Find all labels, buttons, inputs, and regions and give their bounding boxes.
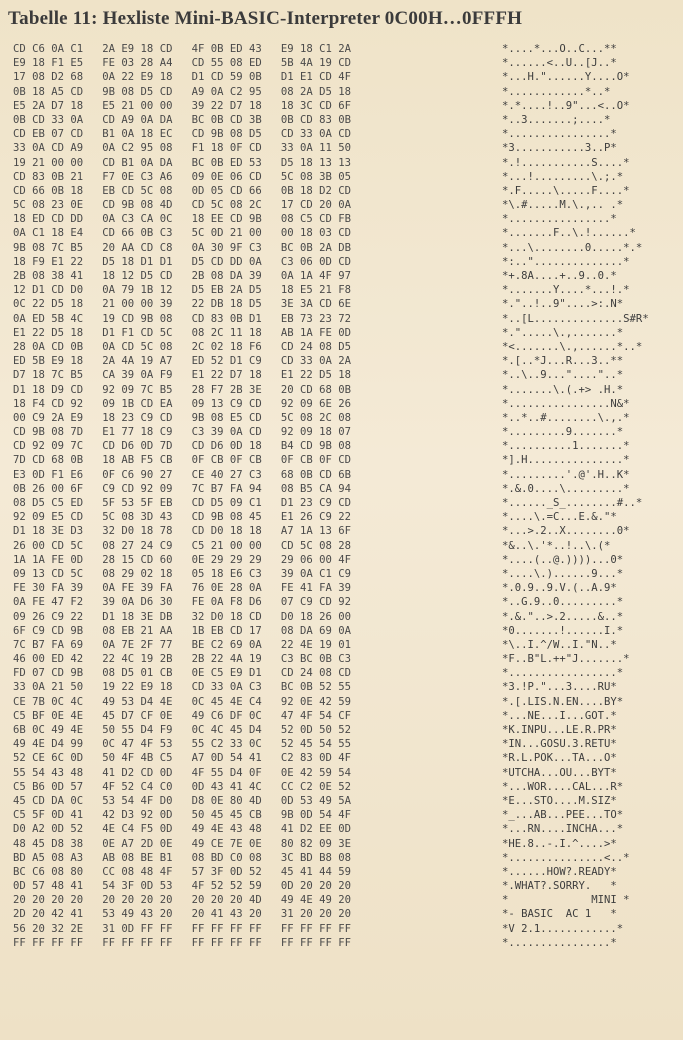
hex-row: C5 BF 0E 4E 45 D7 CF 0E 49 C6 DF 0C 47 4F 54 CF (13, 709, 352, 722)
ascii-row: *.........9.......* (502, 426, 624, 439)
ascii-row: *&..\.'*..!..\.(* (502, 539, 611, 552)
hex-row: D7 18 7C B5 CA 39 0A F9 E1 22 D7 18 E1 22 D5 18 (13, 369, 352, 382)
ascii-row: *\..I.^/W..I."N..* (502, 638, 617, 651)
ascii-row: *V 2.1............* (502, 922, 624, 935)
ascii-row: *.........'.@'.H..K* (502, 468, 630, 481)
ascii-row: *E...STO....M.SIZ* (502, 794, 617, 807)
hex-row: 18 ED CD DD 0A C3 CA 0C 18 EE CD 9B 08 C5 CD FB (13, 213, 352, 226)
ascii-row: *R.L.POK...TA...O* (502, 752, 617, 765)
hex-row: 0D 57 48 41 54 3F 0D 53 4F 52 52 59 0D 20 20 20 (13, 880, 352, 893)
ascii-row: *.F.....\.....F....* (502, 184, 630, 197)
hex-row: E5 2A D7 18 E5 21 00 00 39 22 D7 18 18 3C CD 6F (13, 99, 352, 112)
hex-row: 52 CE 6C 0D 50 4F 4B C5 A7 0D 54 41 C2 83 0D 4F (13, 752, 352, 765)
hex-row: 7D CD 68 0B 18 AB F5 CB 0F CB 0F CB 0F CB 0F CD (13, 454, 352, 467)
ascii-row: *......_S_........#..* (502, 497, 643, 509)
hex-row: 0B 26 00 6F C9 CD 92 09 7C B7 FA 94 08 B5 CA 94 (13, 482, 352, 495)
ascii-row: *.*....!..9"...<..O* (502, 99, 630, 112)
ascii-row: *\.#.....M.\.,.. .* (502, 199, 624, 212)
ascii-row: *.0.9..9.V.(..A.9* (502, 582, 617, 595)
hex-row: 28 0A CD 0B 0A CD 5C 08 2C 02 18 F6 CD 24 08 D5 (13, 340, 352, 353)
ascii-row: *F..B"L.++"J.......* (502, 653, 630, 666)
hex-row: 6F C9 CD 9B 08 EB 21 AA 1B EB CD 17 08 DA 69 0A (13, 624, 352, 637)
hex-row: 09 13 CD 5C 08 29 02 18 05 18 E6 C3 39 0A C1 C9 (13, 567, 352, 580)
hex-row: 18 F4 CD 92 09 1B CD EA 09 13 C9 CD 92 09 6E 26 (13, 397, 352, 410)
hex-row: 1A 1A FE 0D 28 15 CD 60 0E 29 29 29 29 06 00 4F (13, 553, 352, 566)
ascii-row: *...WOR....CAL...R* (502, 780, 624, 793)
hex-row: 7C B7 FA 69 0A 7E 2F 77 BE C2 69 0A 22 4E 19 01 (13, 638, 352, 651)
hex-row: 46 00 ED 42 22 4C 19 2B 2B 22 4A 19 C3 BC 0B C3 (13, 653, 352, 666)
hex-row: 12 D1 CD D0 0A 79 1B 12 D5 EB 2A D5 18 E5 21 F8 (13, 284, 352, 297)
ascii-row: *."..!..9"....>:.N* (502, 298, 624, 311)
hex-row: CE 7B 0C 4C 49 53 D4 4E 0C 45 4E C4 92 0E 42 59 (13, 695, 352, 708)
ascii-row: *...H."......Y....O* (502, 71, 630, 84)
ascii-row: *UTCHA...OU...BYT* (502, 766, 617, 779)
ascii-row: *3.!P."...3....RU* (502, 681, 617, 694)
ascii-row: *K.INPU...LE.R.PR* (502, 724, 617, 736)
ascii-row: *................* (502, 128, 617, 141)
ascii-row: *.".....\.,.......* (502, 326, 624, 339)
ascii-row: *<.......\.,......*..* (502, 340, 643, 353)
hex-row: 20 20 20 20 20 20 20 20 20 20 20 4D 49 4E 49 20 (13, 894, 352, 907)
ascii-row: *_...AB...PEE...TO* (502, 809, 624, 822)
ascii-row: *......HOW?.READY* (502, 865, 617, 878)
hex-row: 09 26 C9 22 D1 18 3E DB 32 D0 18 CD D0 18 26 00 (13, 610, 352, 623)
hex-row: 55 54 43 48 41 D2 CD 0D 4F 55 D4 0F 0E 42 59 54 (13, 766, 352, 779)
hex-row: 0C 22 D5 18 21 00 00 39 22 DB 18 D5 3E 3A CD 6E (13, 298, 352, 311)
ascii-row: *HE.8..-.I.^....>* (502, 837, 617, 850)
ascii-row: *- BASIC AC 1 * (502, 908, 617, 921)
ascii-row: *......<..U..[J..* (502, 57, 617, 70)
page-title: Tabelle 11: Hexliste Mini-BASIC-Interpreter 0C00H…0FFFH (8, 8, 523, 29)
hex-row: D1 18 D9 CD 92 09 7C B5 28 F7 2B 3E 20 CD 68 0B (13, 383, 352, 396)
ascii-row: *...\........0.....*.* (502, 241, 643, 254)
ascii-row: *3...........3..P* (502, 142, 617, 155)
ascii-row: *...>.2..X........0* (502, 525, 630, 538)
ascii-row: *.......\.(.+> .H.* (502, 383, 624, 396)
hex-row: 6B 0C 49 4E 50 55 D4 F9 0C 4C 45 D4 52 0D 50 52 (13, 724, 352, 736)
ascii-row: *....(..@.))))...0* (502, 553, 624, 566)
hex-row: FE 30 FA 39 0A FE 39 FA 76 0E 28 0A FE 41 FA 39 (13, 582, 352, 595)
ascii-row: *IN...GOSU.3.RETU* (502, 738, 617, 751)
hex-row: CD 92 09 7C CD D6 0D 7D CD D6 0D 18 B4 CD 9B 08 (13, 440, 352, 453)
hex-row: D1 18 3E D3 32 D0 18 78 CD D0 18 18 A7 1A 13 6F (13, 525, 352, 538)
hex-row: 92 09 E5 CD 5C 08 3D 43 CD 9B 08 45 E1 26 C9 22 (13, 511, 352, 524)
hex-row: E3 0D F1 E6 0F C6 90 27 CE 40 27 C3 68 0B CD 6B (13, 468, 352, 481)
hex-row: E9 18 F1 E5 FE 03 28 A4 CD 55 08 ED 5B 4A 19 CD (13, 57, 352, 70)
hex-row: CD 83 0B 21 F7 0E C3 A6 09 0E 06 CD 5C 08 3B 05 (13, 170, 352, 183)
ascii-row: *.[..*J...R...3..** (502, 355, 624, 368)
hex-row: 2D 20 42 41 53 49 43 20 20 41 43 20 31 20 20 20 (13, 908, 352, 921)
ascii-row: *.&.0....\.........* (502, 482, 630, 495)
ascii-row: *..3.......;....* (502, 113, 611, 126)
hex-row: C5 5F 0D 41 42 D3 92 0D 50 45 45 CB 9B 0D 54 4F (13, 809, 352, 822)
hex-row: CD EB 07 CD B1 0A 18 EC CD 9B 08 D5 CD 33 0A CD (13, 128, 352, 141)
ascii-row: *...NE...I...GOT.* (502, 709, 617, 722)
ascii-row: *.&."..>.2.....&..* (502, 610, 624, 623)
hex-row: 08 D5 C5 ED 5F 53 5F EB CD D5 09 C1 D1 23 C9 CD (13, 497, 352, 509)
ascii-row: *..........1.......* (502, 440, 630, 453)
ascii-row: *....\.)......9...* (502, 567, 624, 580)
hex-row: 56 20 32 2E 31 0D FF FF FF FF FF FF FF FF FF FF (13, 922, 352, 935)
ascii-dump-column (502, 42, 680, 950)
hex-row: 18 F9 E1 22 D5 18 D1 D1 D5 CD DD 0A C3 06 0D CD (13, 255, 352, 268)
hex-row: 33 0A 21 50 19 22 E9 18 CD 33 0A C3 BC 0B 52 55 (13, 681, 352, 694)
ascii-row: *..G.9..0.........* (502, 596, 624, 609)
ascii-row: *.................* (502, 667, 624, 680)
ascii-row: *].H...............* (502, 454, 630, 467)
ascii-row: *+.8A....+..9..0.* (502, 270, 617, 282)
hex-row: 49 4E D4 99 0C 47 4F 53 55 C2 33 0C 52 45 54 55 (13, 738, 352, 751)
hex-row: BC C6 08 80 CC 08 48 4F 57 3F 0D 52 45 41 44 59 (13, 865, 352, 878)
hex-row: CD C6 0A C1 2A E9 18 CD 4F 0B ED 43 E9 18 C1 2A (13, 43, 352, 55)
ascii-row: *.......F..\.!......* (502, 227, 636, 240)
ascii-row: *....\.=C...E.&."* (502, 511, 617, 524)
ascii-row: *...RN....INCHA...* (502, 823, 624, 836)
ascii-row: *................N&* (502, 397, 630, 410)
hex-dump-column (13, 42, 483, 950)
hex-row: CD 9B 08 7D E1 77 18 C9 C3 39 0A CD 92 09 18 07 (13, 426, 352, 439)
hex-row: 26 00 CD 5C 08 27 24 C9 C5 21 00 00 CD 5C 08 28 (13, 539, 352, 552)
hex-row: BD A5 08 A3 AB 08 BE B1 08 BD C0 08 3C BD B8 08 (13, 851, 352, 864)
hex-row: ED 5B E9 18 2A 4A 19 A7 ED 52 D1 C9 CD 33 0A 2A (13, 355, 352, 368)
hex-row: 0A C1 18 E4 CD 66 0B C3 5C 0D 21 00 00 18 03 CD (13, 227, 352, 240)
hex-row: 5C 08 23 0E CD 9B 08 4D CD 5C 08 2C 17 CD 20 0A (13, 199, 352, 212)
hex-row: 0A FE 47 F2 39 0A D6 30 FE 0A F8 D6 07 C9 CD 92 (13, 596, 352, 609)
ascii-row: *............*..* (502, 85, 611, 98)
hex-row: 45 CD DA 0C 53 54 4F D0 D8 0E 80 4D 0D 53 49 5A (13, 794, 352, 807)
ascii-row: *..*..#........\.,.* (502, 411, 630, 424)
ascii-row: *..\..9..."...."..* (502, 369, 624, 382)
ascii-row: *...!.........\.;.* (502, 170, 624, 183)
hex-row: 48 45 D8 38 0E A7 2D 0E 49 CE 7E 0E 80 82 09 3E (13, 837, 352, 850)
hex-row: 0B 18 A5 CD 9B 08 D5 CD A9 0A C2 95 08 2A D5 18 (13, 85, 352, 98)
ascii-row: *.WHAT?.SORRY. * (502, 880, 617, 893)
hex-row: D0 A2 0D 52 4E C4 F5 0D 49 4E 43 48 41 D2 EE 0D (13, 823, 352, 836)
hex-row: 17 08 D2 68 0A 22 E9 18 D1 CD 59 0B D1 E1 CD 4F (13, 71, 352, 84)
hex-row: FD 07 CD 9B 08 D5 01 CB 0E C5 E9 D1 CD 24 08 CD (13, 667, 352, 680)
ascii-row: *.!...........S....* (502, 156, 630, 169)
ascii-row: *.......Y....*...!.* (502, 284, 630, 297)
hex-row: 33 0A CD A9 0A C2 95 08 F1 18 0F CD 33 0A 11 50 (13, 142, 352, 155)
hex-row: 9B 08 7C B5 20 AA CD C8 0A 30 9F C3 BC 0B 2A DB (13, 241, 352, 254)
ascii-row: *.[.LIS.N.EN....BY* (502, 695, 624, 708)
hex-row: 19 21 00 00 CD B1 0A DA BC 0B ED 53 D5 18 13 13 (13, 156, 352, 169)
hex-row: E1 22 D5 18 D1 F1 CD 5C 08 2C 11 18 AB 1A FE 0D (13, 326, 352, 339)
ascii-row: *....*...O..C...** (502, 43, 617, 55)
hex-row: 0B CD 33 0A CD A9 0A DA BC 0B CD 3B 0B CD 83 0B (13, 113, 352, 126)
ascii-row: *................* (502, 213, 617, 226)
hex-row: 2B 08 38 41 18 12 D5 CD 2B 08 DA 39 0A 1A 4F 97 (13, 270, 352, 282)
hex-row: FF FF FF FF FF FF FF FF FF FF FF FF FF FF FF FF (13, 936, 352, 949)
ascii-row: * MINI * (502, 894, 630, 907)
ascii-row: *..[L..............S#R* (502, 312, 649, 325)
hex-row: C5 B6 0D 57 4F 52 C4 C0 0D 43 41 4C CC C2 0E 52 (13, 780, 352, 793)
hex-row: CD 66 0B 18 EB CD 5C 08 0D 05 CD 66 0B 18 D2 CD (13, 184, 352, 197)
hex-row: 0A ED 5B 4C 19 CD 9B 08 CD 83 0B D1 EB 73 23 72 (13, 312, 352, 325)
ascii-row: *...............<..* (502, 851, 630, 864)
ascii-row: *:.."..............* (502, 255, 630, 268)
ascii-row: *0.......!......I.* (502, 624, 624, 637)
ascii-row: *................* (502, 936, 617, 949)
hex-row: 00 C9 2A E9 18 23 C9 CD 9B 08 E5 CD 5C 08 2C 08 (13, 411, 352, 424)
